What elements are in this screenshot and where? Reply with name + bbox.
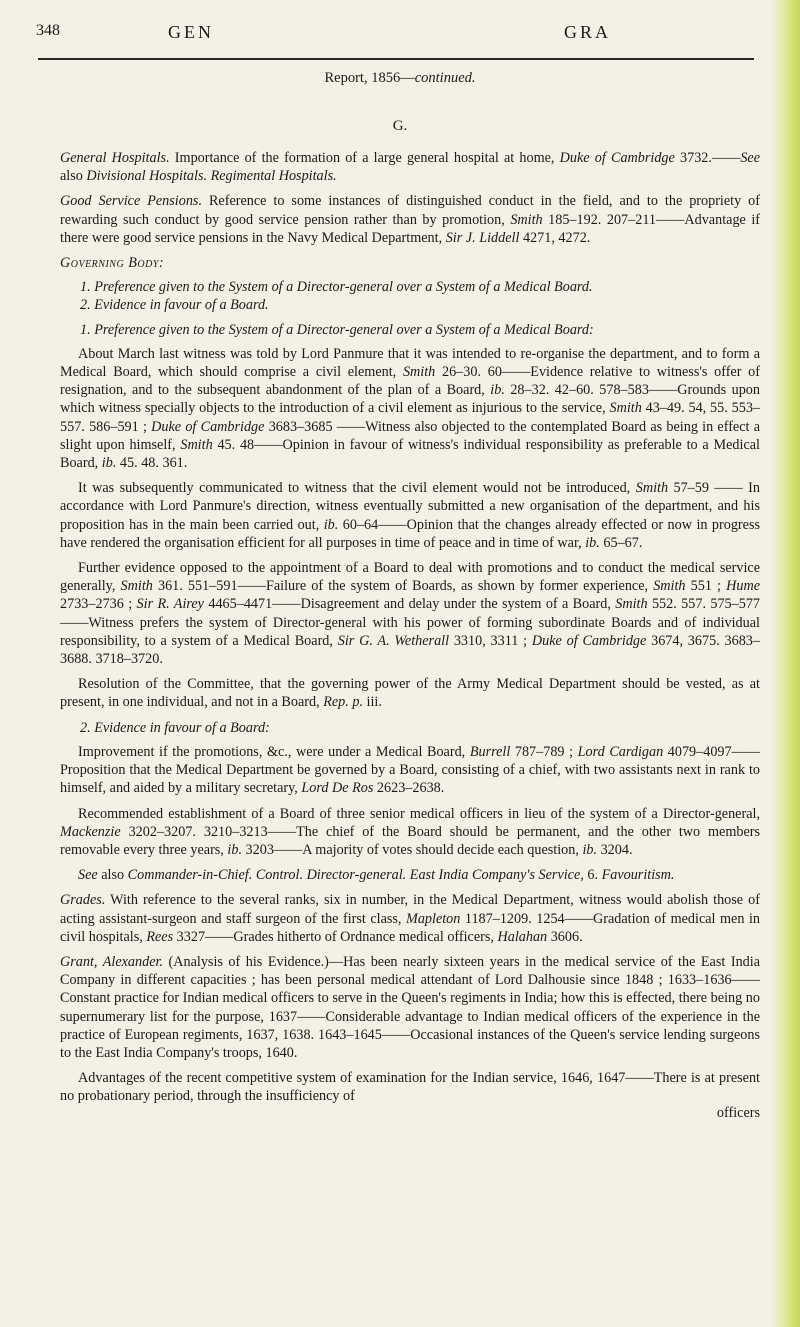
witness-name: Hume [726, 578, 760, 595]
entry-text: 2623–2638. [373, 780, 445, 797]
witness-name: Sir J. Liddell [445, 229, 520, 246]
witness-name: Smith [120, 578, 153, 595]
witness-name: Duke of Cambridge [531, 632, 647, 649]
witness-name: Smith [615, 596, 648, 613]
witness-name: Mackenzie [60, 823, 121, 840]
entry-text: Recommended establishment of a Board of three senior medical officers in lieu of the system of a Director-general, [78, 805, 760, 822]
entry-heading-governing-body: Governing Body: [60, 255, 165, 272]
entry-text: 3202–3207. 3210–3213——The chief of the Board should be permanent, and the other two members removable every three years, [60, 823, 760, 858]
entry-general-hospitals [60, 149, 760, 185]
witness-name: Smith [609, 400, 642, 417]
ibid: ib. [585, 534, 600, 551]
entry-text: also [60, 168, 87, 185]
see-also-paragraph [60, 866, 760, 884]
entry-text: 3310, 3311 ; [449, 632, 532, 649]
cross-reference: Director-general. [303, 867, 407, 884]
witness-name: Smith [635, 480, 669, 497]
witness-name: Sir G. A. Wetherall [337, 632, 450, 649]
see-label: See [78, 867, 98, 884]
entry-text: 45. 48——Opinion in favour of witness's individual responsibility as preferable to a Medical Board, [60, 436, 760, 472]
paragraph [60, 1069, 760, 1105]
paragraph [60, 675, 760, 711]
entry-text: 3203——A majority of votes should decide each question, [242, 841, 583, 858]
entry-text: 57–59 —— In accordance with Lord Panmure's direction, witness eventually submitted a new organisation of the department, and his proposition has in the main been carried out, [60, 480, 760, 533]
ibid: ib. [101, 455, 117, 472]
subsection-heading: 1. Preference given to the System of a Director-general over a System of a Medical Board: [80, 321, 594, 338]
entry-text: also [97, 867, 128, 884]
entry-text: About March last witness was told by Lord Panmure that it was intended to re-organise the department, and to form a Medical Board, which should comprise a civil element, [60, 345, 760, 381]
entry-text: 4271, 4272. [519, 229, 591, 246]
section-letter: G. [392, 118, 408, 134]
page-number: 348 [36, 22, 60, 39]
entry-heading: Good Service Pensions. [60, 193, 202, 210]
cross-reference: Commander-in-Chief. [127, 867, 253, 884]
witness-name: Smith [653, 578, 686, 595]
entry-text: 60–64——Opinion that the changes already effected or now in progress have rendered the organisation efficient for all purposes in time of peace and in time of war, [60, 516, 761, 551]
entry-text: 4079–4097——Proposition that the Medical Department be governed by a Board, consisting of a chief, with two assistants next in rank to himself, and aided by a military secretary, [60, 743, 760, 797]
subsection-heading: 2. Evidence in favour of a Board: [80, 719, 270, 736]
entry-text: 65–67. [599, 534, 643, 551]
entry-grant-alexander [60, 953, 760, 1062]
entry-text: 45. 48. 361. [116, 455, 188, 472]
entry-text: 552. 557. 575–577——Witness prefers the system of Director-general with his power of forming subordinate Boards and of individual responsibility, to a system of a Medical Board, [60, 596, 761, 649]
cross-reference: Regimental Hospitals. [207, 168, 337, 185]
entry-text: iii. [363, 694, 382, 711]
cross-reference: East India Company's Service, [406, 867, 584, 884]
entry-text: 28–32. 42–60. 578–583——Grounds upon which witness specially objects to the introduction of a civil element as injurious to the service, [60, 382, 760, 417]
cross-reference: Control. [252, 867, 304, 884]
header-left-word: GEN [168, 22, 214, 42]
report-continued: continued. [414, 70, 476, 86]
entry-text: 6. [583, 867, 599, 884]
entry-text: Improvement if the promotions, &c., were under a Medical Board, [78, 743, 470, 760]
entry-text: 3204. [597, 841, 633, 858]
entry-text: Resolution of the Committee, that the governing power of the Army Medical Department should be vested, as at present, in one individual, and not in a Board, [60, 676, 760, 711]
entry-text: 361. 551–591——Failure of the system of Boards, as shown by former experience, [152, 578, 654, 595]
ibid: ib. [582, 841, 598, 858]
entry-heading: General Hospitals. [60, 150, 170, 166]
entry-text: 787–789 ; [510, 743, 578, 760]
witness-name: Duke of Cambridge [559, 150, 675, 166]
entry-text: 3606. [547, 928, 583, 945]
cross-reference: Favouritism. [598, 867, 675, 884]
entry-text: 2733–2736 ; [60, 596, 137, 613]
outline-item: 2. Evidence in favour of a Board. [80, 297, 269, 314]
entry-grades [60, 891, 760, 946]
entry-text: With reference to the several ranks, six in number, in the Medical Department, witness would abolish those of acting assistant-surgeon and staff surgeon of the first class, [60, 892, 760, 927]
paragraph [60, 743, 760, 798]
index-body [60, 149, 760, 1122]
paragraph [60, 345, 760, 472]
entry-text: 4465–4471——Disagreement and delay under the system of a Board, [203, 596, 616, 613]
entry-text: 3683–3685 ——Witness also objected to the contemplated Board as being in effect a slight upon himself, [60, 418, 760, 453]
report-label: Report, 1856— [324, 70, 415, 86]
ibid: ib. [227, 841, 242, 858]
running-header [36, 22, 756, 52]
see-label: See [740, 150, 761, 166]
ibid: ib. [323, 516, 339, 533]
witness-name: Halahan [497, 928, 548, 945]
header-right-word: GRA [564, 22, 612, 42]
entry-text: Advantages of the recent competitive system of examination for the Indian service, 1646, 1647——There is at present no probationary period, through the insufficiency of [60, 1070, 760, 1105]
entry-text: 185–192. 207–211——Advantage if there were good service pensions in the Navy Medical Department, [60, 211, 761, 246]
witness-name: Mapleton [406, 910, 461, 927]
entry-text: 1187–1209. 1254——Gradation of medical men in civil hospitals, [60, 910, 760, 945]
entry-text: Reference to some instances of distinguished conduct in the field, and to the propriety of rewarding such conduct by good service pension rather than by promotion, [60, 193, 760, 228]
entry-text: 3674, 3675. 3683–3688. 3718–3720. [60, 632, 760, 668]
entry-heading: Grades. [60, 892, 106, 909]
entry-heading: Grant, Alexander. [60, 953, 163, 970]
witness-name: Lord Cardigan [577, 743, 664, 760]
entry-text: 3732.—— [674, 150, 741, 166]
cross-reference: Divisional Hospitals. [86, 168, 208, 185]
header-rule [38, 58, 754, 60]
catchword: officers [716, 1104, 760, 1121]
paragraph [60, 559, 760, 668]
witness-name: Sir R. Airey [136, 596, 204, 613]
report-subheading [0, 70, 800, 87]
entry-text: 551 ; [685, 578, 727, 595]
entry-good-service-pensions [60, 192, 760, 247]
witness-name: Burrell [469, 743, 511, 760]
witness-name: Duke of Cambridge [151, 418, 265, 435]
page-edge-shadow [770, 0, 800, 1327]
outline-item: 1. Preference given to the System of a Director-general over a System of a Medical Board. [80, 279, 593, 296]
ibid: ib. [490, 382, 505, 399]
entry-text: 26–30. 60——Evidence relative to witness's offer of resignation, and to the subsequent abandonment of the plan of a Board, [60, 364, 760, 399]
entry-text: 43–49. 54, 55. 553–557. 586–591 ; [60, 400, 761, 435]
entry-text: It was subsequently communicated to witness that the civil element would not be introduced, [78, 480, 636, 497]
witness-name: Rees [146, 928, 174, 945]
paragraph [60, 479, 760, 552]
entry-text: 3327——Grades hitherto of Ordnance medical officers, [173, 928, 498, 945]
witness-name: Smith [402, 364, 436, 381]
report-reference: Rep. p. [323, 694, 363, 711]
entry-text: (Analysis of his Evidence.)—Has been nearly sixteen years in the medical service of the East India Company in different capacities ; has been personal medical attendant of Lord Dalhousie since 1848 ; 1633–1636——Constant practice for Indian medical officers to serve in the Queen's regiments in India; how this is effected, there being no supernumerary list for the purpose, 1637——Considerable advantage to Indian medical officers of the experience in the practice of European regiments, 1637, 1638. 1643–1645——Occasional instances of the Queen's service lending surgeons to the East India Company's troops, 1640. [60, 953, 760, 1061]
witness-name: Lord De Ros [301, 780, 374, 797]
entry-text: Importance of the formation of a large general hospital at home, [169, 150, 560, 166]
witness-name: Smith [510, 211, 543, 228]
governing-body-outline [80, 278, 760, 314]
witness-name: Smith [180, 436, 213, 453]
paragraph [60, 805, 760, 860]
entry-text: Further evidence opposed to the appointment of a Board to deal with promotions and to conduct the medical service generally, [60, 560, 760, 595]
